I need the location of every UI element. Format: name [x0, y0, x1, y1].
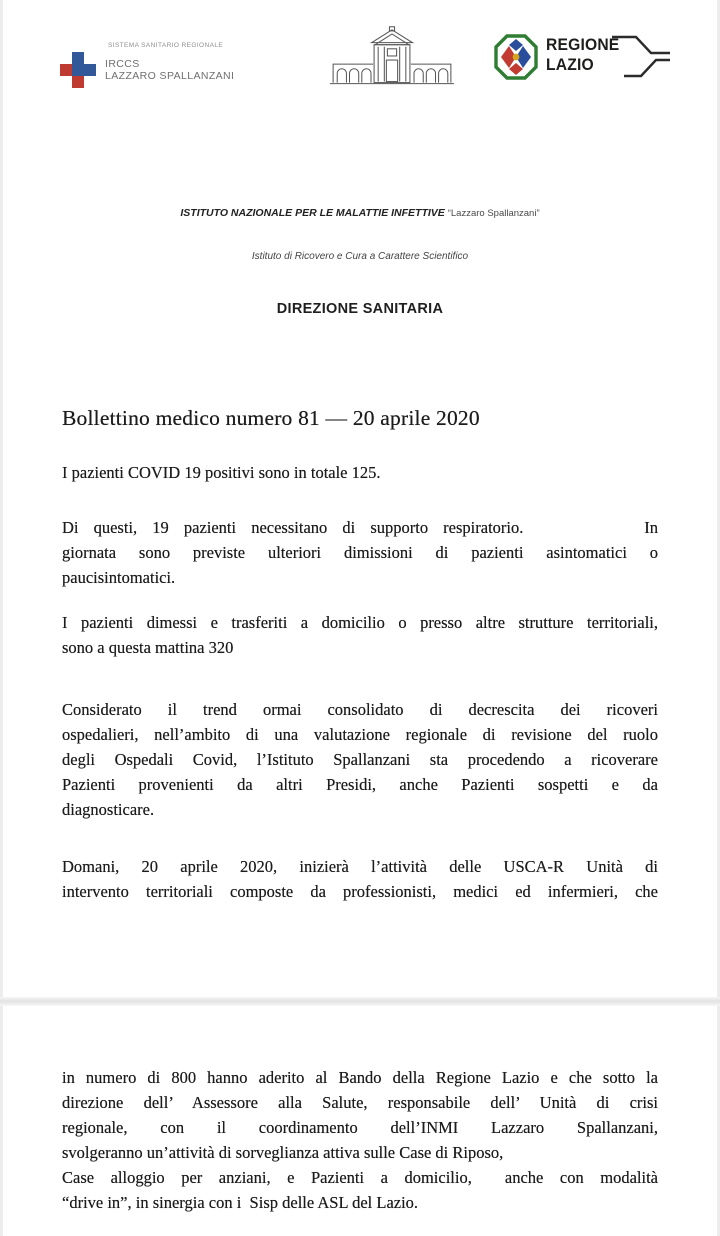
paragraph-respiratory-support [62, 515, 658, 590]
text-line: Domani, 20 aprile 2020, inizierà l’attività delle USCA-R Unità di [62, 857, 658, 876]
text-line: Considerato il trend ormai consolidato di decrescita dei ricoveri [62, 700, 658, 719]
paragraph-discharged [62, 610, 658, 660]
bulletin-title: Bollettino medico numero 81 — 20 aprile 2020 [62, 406, 480, 430]
page-break-divider [0, 997, 720, 1006]
text-line: diagnosticare. [62, 800, 155, 819]
text-line: regionale, con il coordinamento dell’INMI Lazzaro Spallanzani, [62, 1118, 658, 1137]
text-line: I pazienti dimessi e trasferiti a domicilio o presso altre strutture territoriali, [62, 613, 658, 632]
text-line: giornata sono previste ulteriori dimissioni di pazienti asintomatici o [62, 543, 658, 562]
text-line: direzione dell’ Assessore alla Salute, responsabile dell’ Unità di crisi [62, 1093, 658, 1112]
hospital-name-label: LAZZARO SPALLANZANI [105, 70, 235, 82]
text-line: sono a questa mattina 320 [62, 638, 234, 657]
paragraph-usca-r [62, 854, 658, 904]
text-line: paucisintomatici. [62, 568, 176, 587]
text-line: Pazienti provenienti da altri Presidi, anche Pazienti sospetti e da [62, 775, 658, 794]
text-line: degli Ospedali Covid, l’Istituto Spallanzani sta procedendo a ricoverare [62, 750, 658, 769]
document-body [62, 0, 658, 1236]
paragraph-total-positives [62, 460, 658, 485]
irccs-label: IRCCS [105, 58, 140, 70]
regione-label: REGIONE [546, 35, 620, 54]
text-line: in numero di 800 hanno aderito al Bando della Regione Lazio e che sotto la [62, 1068, 658, 1087]
department-title: DIREZIONE SANITARIA [276, 301, 444, 317]
text-line: Di questi, 19 pazienti necessitano di supporto respiratorio. In [62, 518, 658, 537]
ssr-label: SISTEMA SANITARIO REGIONALE [108, 42, 224, 49]
text-line: I pazienti COVID 19 positivi sono in totale 125. [62, 463, 381, 482]
text-line: ospedalieri, nell’ambito di una valutazione regionale di revisione del ruolo [62, 725, 658, 744]
paragraph-trend [62, 697, 658, 822]
text-line: svolgeranno un’attività di sorveglianza attiva sulle Case di Riposo, [62, 1143, 504, 1162]
lazio-label: LAZIO [546, 55, 594, 74]
paragraph-usca-r-continued [62, 1065, 658, 1215]
text-line: “drive in”, in sinergia con i Sisp delle ASL del Lazio. [62, 1193, 419, 1212]
institute-name-bold: ISTITUTO NAZIONALE PER LE MALATTIE INFETTIVE [180, 207, 445, 219]
page-edge-left [0, 0, 3, 1236]
institute-subtitle: Istituto di Ricovero e Cura a Carattere Scientifico [251, 251, 469, 262]
institute-name-quoted: “Lazzaro Spallanzani” [447, 208, 540, 219]
text-line: intervento territoriali composte da professionisti, medici ed infermieri, che [62, 882, 658, 901]
text-line: Case alloggio per anziani, e Pazienti a domicilio, anche con modalità [62, 1168, 658, 1187]
